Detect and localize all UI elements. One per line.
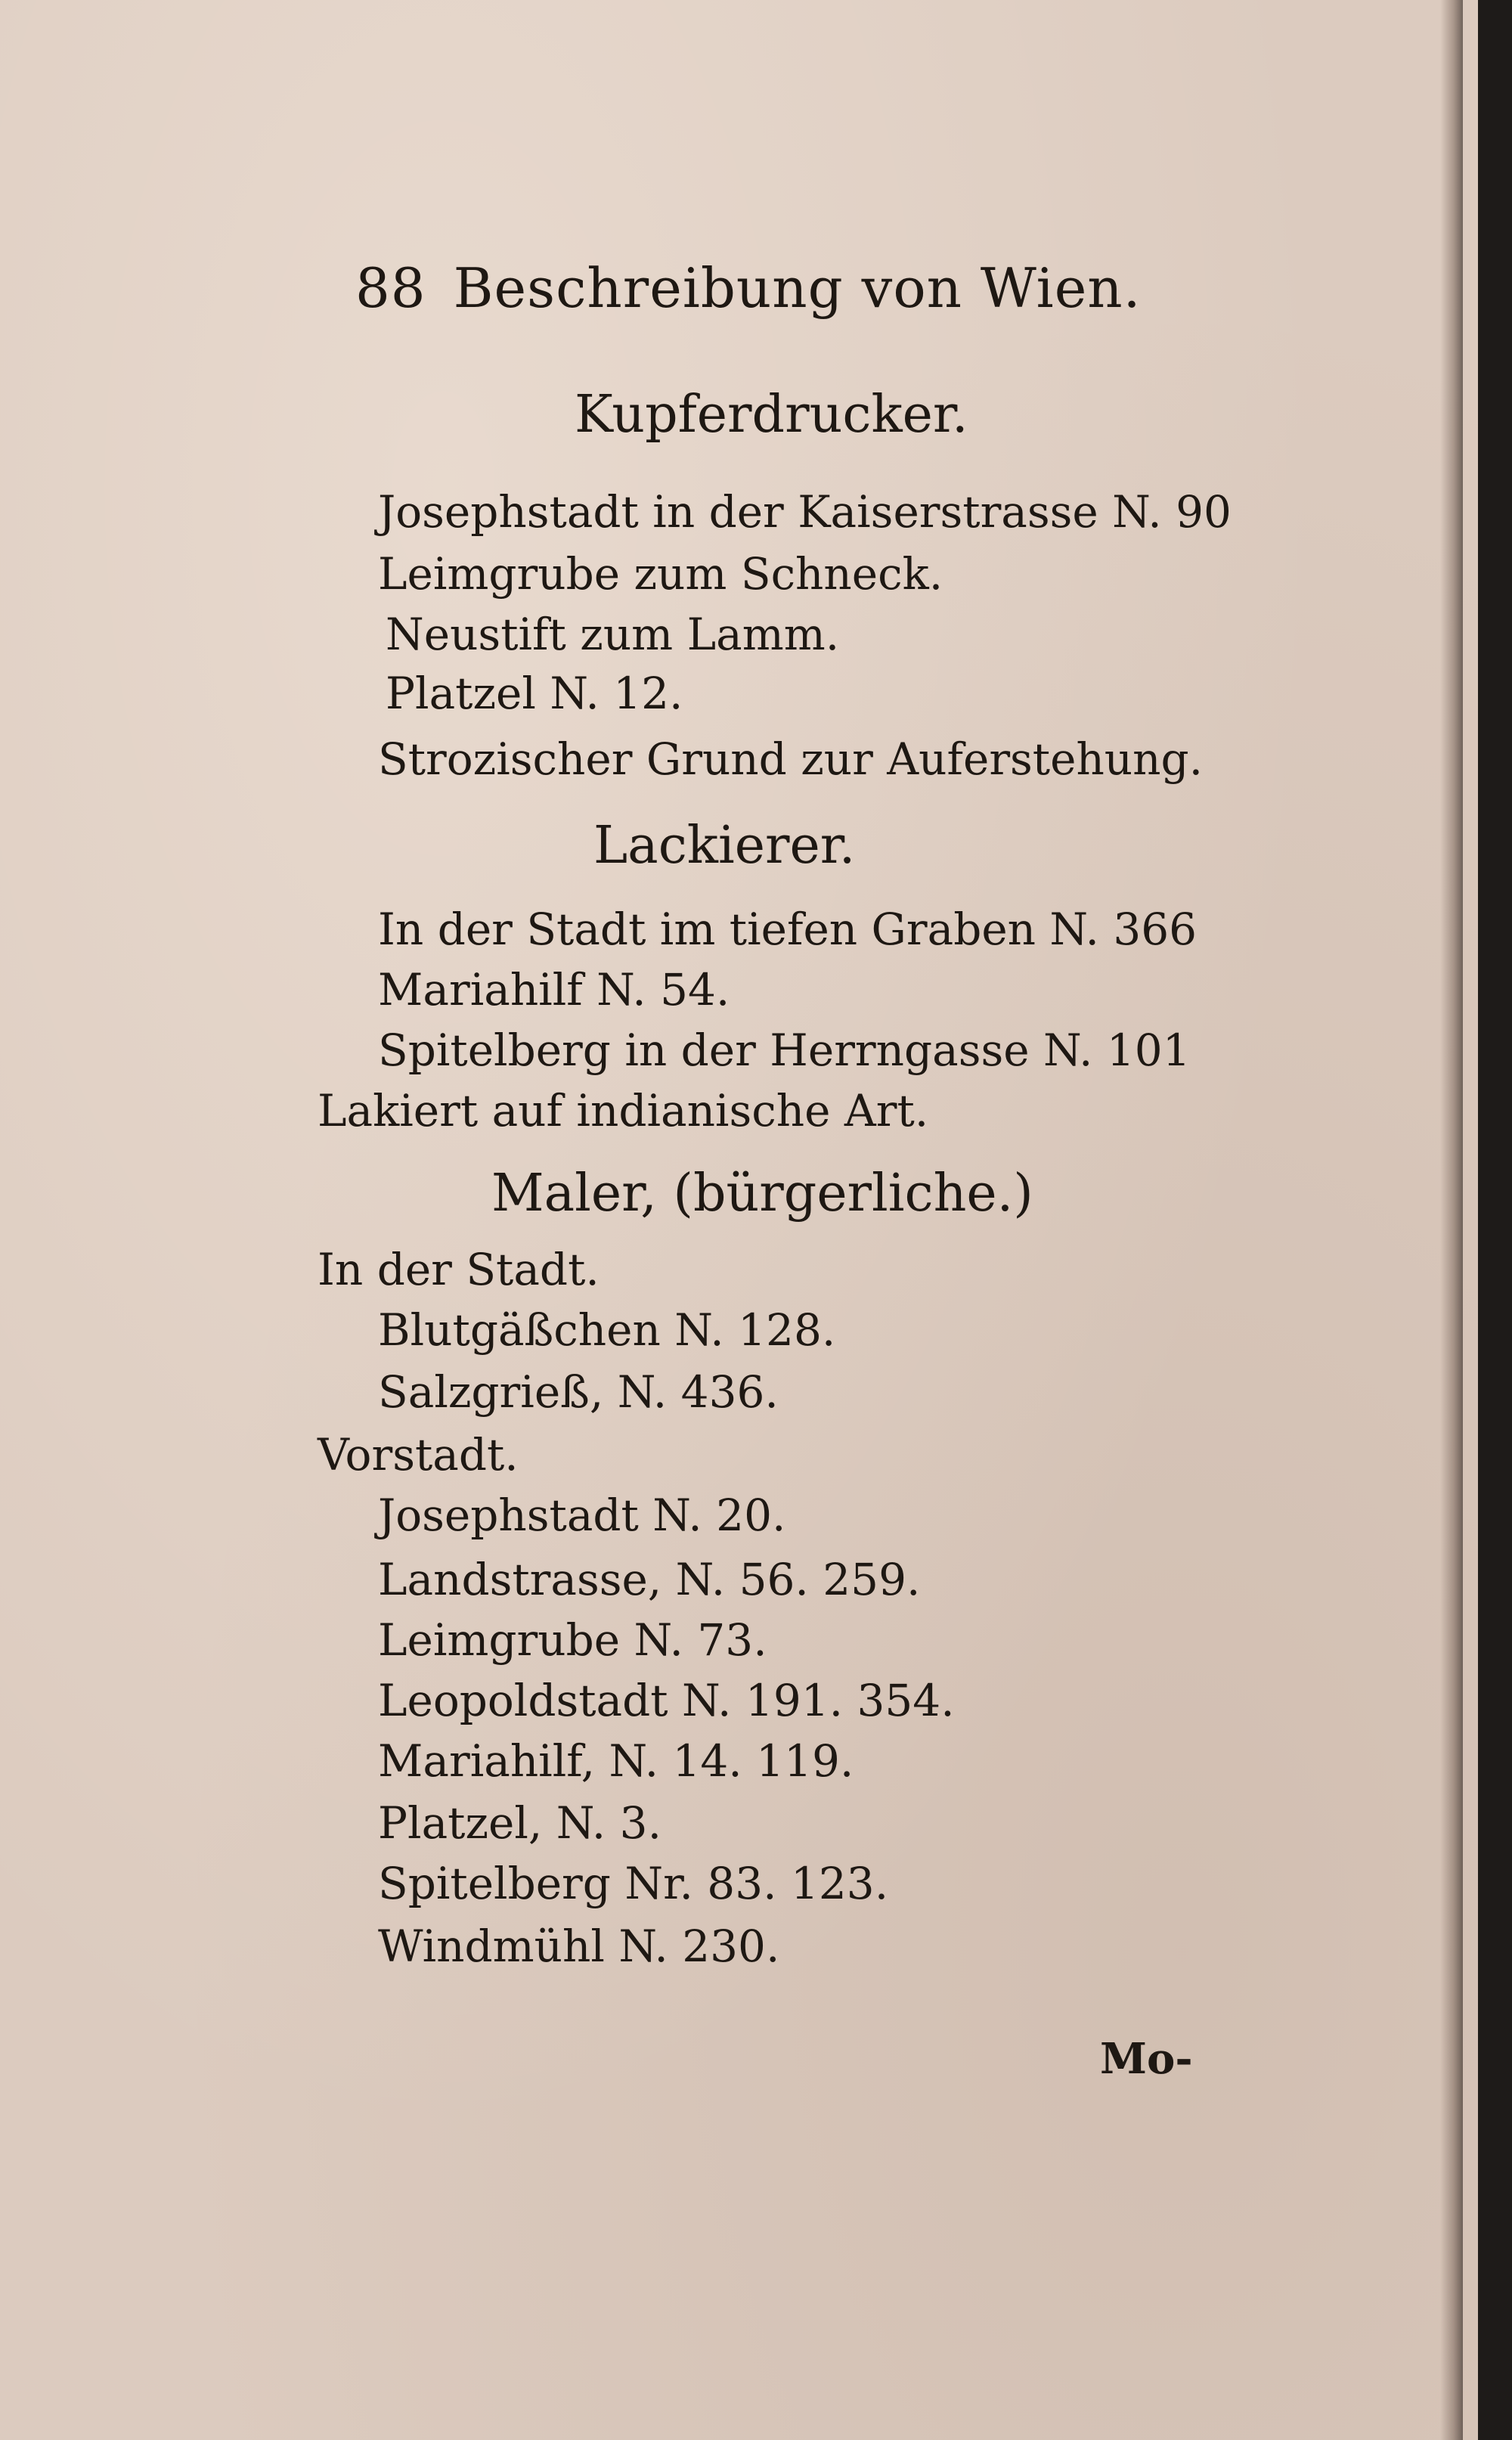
running-title: Beschreibung von Wien. — [453, 256, 1142, 320]
list-item: Josephstadt N. 20. — [378, 1490, 786, 1541]
list-item: Blutgäßchen N. 128. — [378, 1304, 836, 1356]
list-item: Strozischer Grund zur Auferstehung. — [378, 733, 1204, 785]
list-item: Mariahilf N. 54. — [378, 964, 730, 1015]
list-item: Landstrasse, N. 56. 259. — [378, 1554, 921, 1605]
list-item: Neustift zum Lamm. — [386, 609, 840, 660]
list-item: Lakiert auf indianische Art. — [318, 1085, 929, 1136]
list-item: Platzel N. 12. — [386, 668, 683, 719]
page-edge-background — [1478, 0, 1512, 2440]
section-title-lackierer: Lackierer. — [593, 816, 856, 876]
list-item: In der Stadt. — [318, 1244, 600, 1295]
list-item: In der Stadt im tiefen Graben N. 366 — [378, 904, 1198, 955]
catchword: Mo- — [1100, 2034, 1193, 2084]
list-item: Salzgrieß, N. 436. — [378, 1366, 779, 1418]
page-number: 88 — [355, 256, 426, 320]
section-title-maler: Maler, (bürgerliche.) — [491, 1164, 1033, 1223]
list-item: Josephstadt in der Kaiserstrasse N. 90 — [378, 486, 1232, 538]
list-item: Spitelberg Nr. 83. 123. — [378, 1858, 889, 1909]
list-item: Spitelberg in der Herrngasse N. 101 — [378, 1025, 1191, 1076]
list-item: Platzel, N. 3. — [378, 1797, 662, 1849]
section-title-kupferdrucker: Kupferdrucker. — [575, 385, 968, 445]
page-fold-shadow — [1440, 0, 1463, 2440]
list-item: Leopoldstadt N. 191. 354. — [378, 1675, 955, 1726]
list-item: Windmühl N. 230. — [378, 1921, 780, 1972]
running-header — [355, 256, 1142, 320]
list-item: Leimgrube N. 73. — [378, 1614, 767, 1666]
list-item: Vorstadt. — [318, 1429, 519, 1480]
list-item: Mariahilf, N. 14. 119. — [378, 1735, 854, 1787]
list-item: Leimgrube zum Schneck. — [378, 548, 943, 600]
